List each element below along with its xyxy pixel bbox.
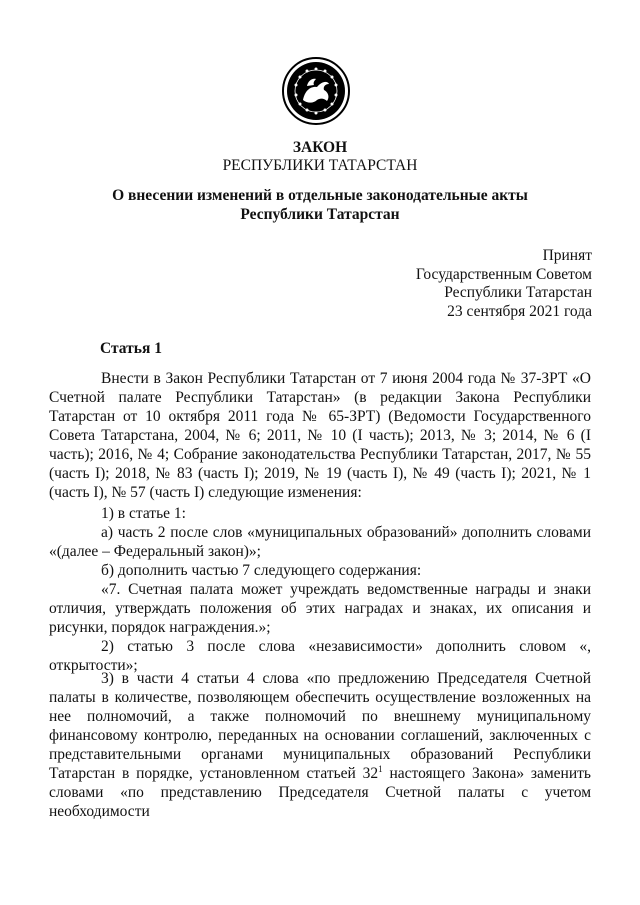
law-label: ЗАКОН — [292, 139, 348, 156]
article-heading: Статья 1 — [100, 340, 162, 357]
republic-name: РЕСПУБЛИКИ ТАТАРСТАН — [222, 157, 418, 174]
article-intro-block — [49, 369, 591, 502]
tatarstan-emblem-icon — [281, 56, 351, 126]
adoption-block — [416, 247, 592, 321]
law-subject-line1: О внесении изменений в отдельные законодательные акты — [112, 187, 528, 204]
item3-part1: 3) в части 4 статьи 4 слова «по предложению Председателя Счетной палаты в количестве, позволяющем обеспечить осуществление возложенных на нее полномочий, а также полномочий по внешнему муниципальному финансовому контролю, переданных на основании соглашений, заключенных с представительными органами муниципальных образований Республики Татарстан в порядке, установленном статьей 32 — [49, 670, 591, 782]
item3 — [49, 669, 591, 821]
adopted-line3: Республики Татарстан — [444, 284, 592, 301]
law-subject — [0, 186, 640, 224]
item1b: б) дополнить частью 7 следующего содержания: — [101, 562, 422, 579]
law-subject-line2: Республики Татарстан — [240, 206, 400, 223]
item1: 1) в статье 1: — [101, 505, 186, 522]
item3-superscript: 1 — [378, 763, 383, 774]
article-intro: Внести в Закон Республики Татарстан от 7 июня 2004 года № 37-ЗРТ «О Счетной палате Республики Татарстан» (в редакции Закона Республики Татарстан от 10 октября 2011 года № 65-ЗРТ) (Ведомости Государственного Совета Татарстана, 2004, № 6; 2011, № 10 (I часть); 2013, № 3; 2014, № 6 (I часть); 2016, № 4; Собрание законодательства Республики Татарстан, 2017, № 55 (часть I); 2018, № 83 (часть I); 2019, № 19 (часть I), № 49 (часть I); 2021, № 1 (часть I), № 57 (часть I) следующие изменения: — [49, 370, 591, 501]
adopted-line1: Принят — [542, 247, 592, 264]
item3-block — [49, 669, 591, 821]
item1-block — [49, 504, 591, 637]
adopted-date: 23 сентября 2021 года — [447, 302, 592, 320]
item1b-text: «7. Счетная палата может учреждать ведомственные награды и знаки отличия, утверждать положения об этих наградах и знаках, их описания и рисунки, порядок награждения.»; — [49, 581, 591, 636]
item2: 2) статью 3 после слова «независимости» дополнить словом «, открытости»; — [49, 638, 591, 674]
adopted-line2: Государственным Советом — [415, 265, 592, 283]
item1a: а) часть 2 после слов «муниципальных образований» дополнить словами «(далее – Федеральный закон)»; — [49, 524, 591, 560]
item3-part2: настоящего Закона» заменить словами «по представлению Председателя Счетной палаты с учетом необходимости — [49, 765, 591, 820]
